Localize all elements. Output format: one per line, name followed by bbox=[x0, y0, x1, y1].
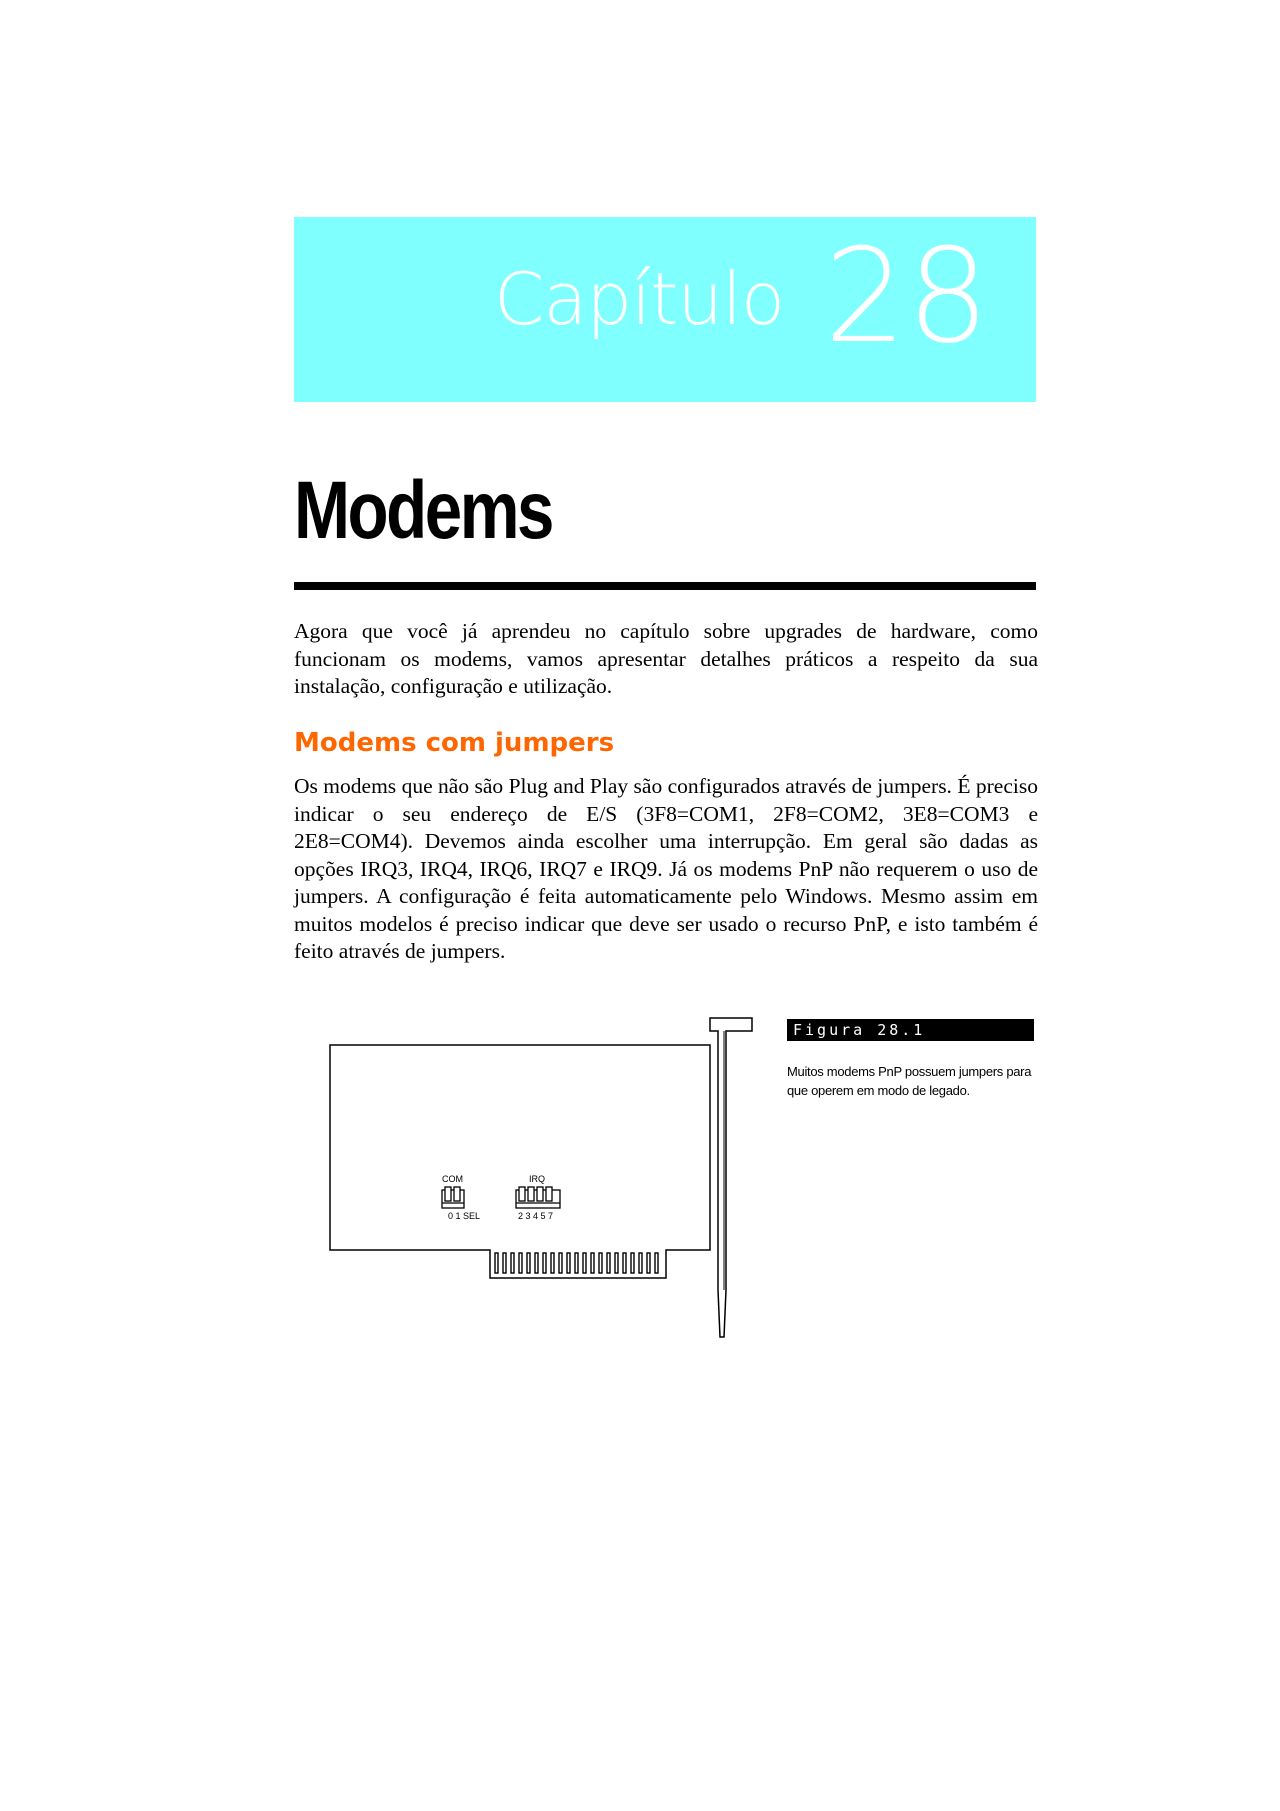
com-pin-labels: 0 1 SEL bbox=[448, 1211, 481, 1221]
irq-label: IRQ bbox=[529, 1174, 546, 1184]
card-board-outline bbox=[330, 1045, 710, 1278]
figure-label: Figura 28.1 bbox=[787, 1019, 1034, 1041]
section-body-paragraph: Os modems que não são Plug and Play são configurados através de jumpers. É preciso indicar o seu endereço de E/S (3F8=COM1, 2F8=COM2, 3E8=COM3 e 2E8=COM4). Devemos ainda escolher uma interrupção. Em geral são dadas as opções IRQ3, IRQ4, IRQ6, IRQ7 e IRQ9. Já os modems PnP não requerem o uso de jumpers. A configuração é feita automaticamente pelo Windows. Mesmo assim em muitos modelos é preciso indicar que deve ser usado o recurso PnP, e isto também é feito através de jumpers. bbox=[294, 774, 1038, 963]
com-label: COM bbox=[442, 1174, 463, 1184]
modem-card-illustration bbox=[320, 1015, 760, 1345]
irq-pin-labels: 2 3 4 5 7 bbox=[518, 1211, 554, 1221]
chapter-banner bbox=[294, 217, 1036, 402]
page-title: Modems bbox=[294, 465, 552, 556]
mounting-bracket bbox=[710, 1018, 752, 1337]
chapter-word: Capítulo bbox=[494, 257, 785, 341]
irq-jumper-block bbox=[516, 1187, 560, 1208]
chapter-number: 28 bbox=[824, 220, 990, 372]
title-rule bbox=[294, 582, 1036, 590]
edge-connector-contacts bbox=[495, 1253, 658, 1273]
section-heading: Modems com jumpers bbox=[294, 728, 615, 758]
intro-paragraph: Agora que você já aprendeu no capítulo sobre upgrades de hardware, como funcionam os modems, vamos apresentar detalhes práticos a respeito da sua instalação, configuração e utilização. bbox=[294, 619, 1038, 698]
figure-caption: Muitos modems PnP possuem jumpers para que operem em modo de legado. bbox=[787, 1064, 1032, 1098]
com-jumper-block bbox=[442, 1187, 464, 1208]
